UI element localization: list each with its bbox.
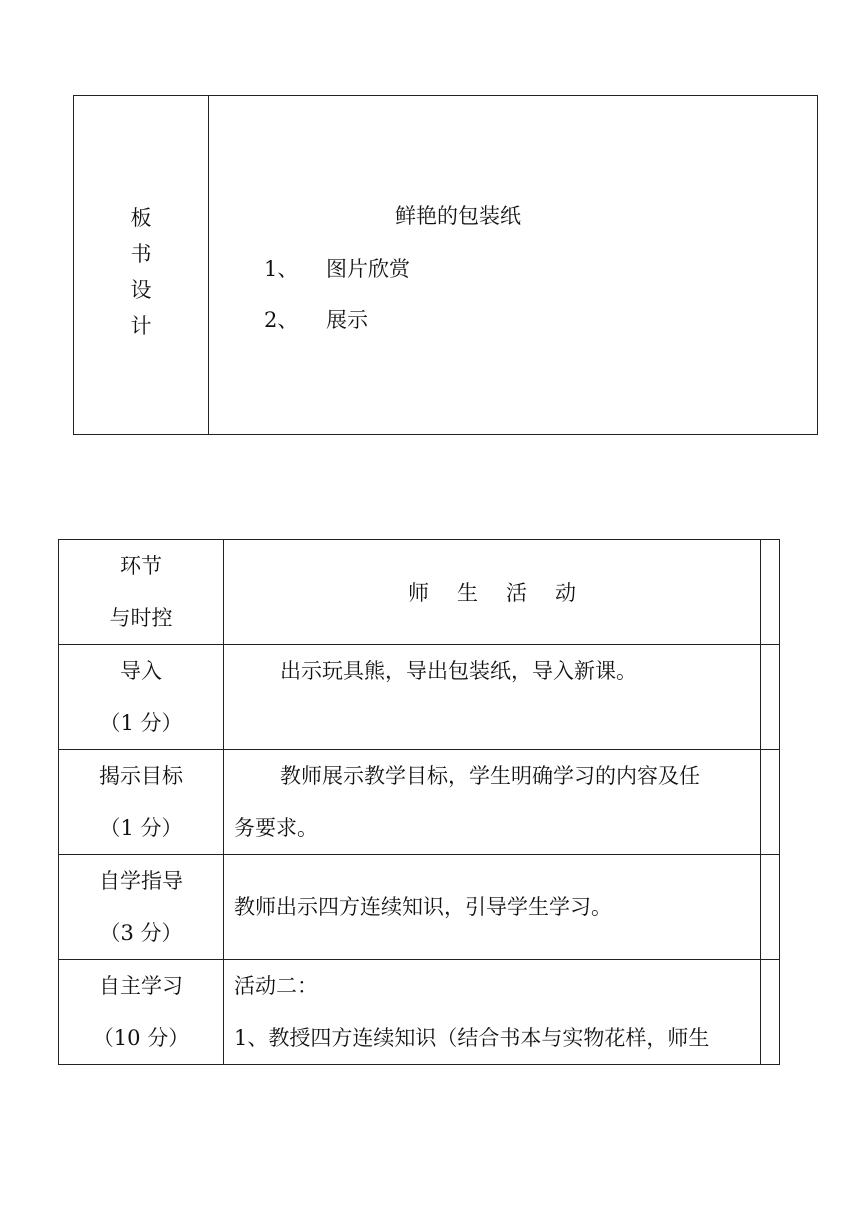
board-title: 鲜艳的包装纸: [395, 204, 521, 228]
activity-header-char: 活: [506, 581, 527, 605]
board-item: [264, 304, 368, 334]
label-char: 书: [130, 242, 152, 266]
board-item-text: 图片欣赏: [326, 257, 410, 281]
stage-cell: [59, 645, 224, 750]
activity-text: 活动二：: [234, 974, 318, 998]
stage-time: （3 分）: [99, 921, 183, 945]
activity-text: 教师出示四方连续知识，引导学生学习。: [234, 895, 612, 919]
board-item: [264, 253, 410, 283]
blank-cell: [761, 960, 780, 1065]
stage-name: 自学指导: [99, 869, 183, 893]
activity-header-char: 师: [408, 581, 429, 605]
blank-cell: [761, 645, 780, 750]
stage-cell: [59, 855, 224, 960]
board-item-number: 2、: [264, 308, 299, 332]
stage-name: 自主学习: [99, 974, 183, 998]
label-char: 板: [130, 206, 152, 230]
label-char: 计: [130, 314, 152, 338]
blank-cell: [761, 750, 780, 855]
blank-cell: [761, 540, 780, 645]
stage-header-line: 与时控: [109, 606, 173, 630]
activity-text: 1、教授四方连续知识（结合书本与实物花样，师生: [234, 1026, 710, 1050]
activity-cell: [224, 750, 761, 855]
activity-text: 出示玩具熊，导出包装纸，导入新课。: [280, 659, 637, 683]
stage-name: 揭示目标: [99, 764, 183, 788]
activity-cell: [224, 960, 761, 1065]
label-char: 设: [130, 278, 152, 302]
activity-text: 教师展示教学目标，学生明确学习的内容及任: [280, 764, 700, 788]
board-item-text: 展示: [326, 308, 368, 332]
blank-cell: [761, 855, 780, 960]
stage-cell: [59, 960, 224, 1065]
board-design-label: [74, 200, 208, 344]
stage-time: （10 分）: [92, 1026, 190, 1050]
stage-name: 导入: [120, 659, 162, 683]
board-item-number: 1、: [264, 257, 299, 281]
lesson-process-table: [58, 539, 780, 1065]
table-row: [59, 645, 780, 750]
activity-cell: [224, 855, 761, 960]
activity-header-cell: [224, 540, 761, 645]
activity-header-char: 动: [555, 581, 576, 605]
table-row: [59, 960, 780, 1065]
table-row: [59, 750, 780, 855]
activity-header-char: 生: [457, 581, 478, 605]
board-design-content-cell: [209, 96, 817, 434]
stage-header-cell: [59, 540, 224, 645]
activity-cell: [224, 645, 761, 750]
board-design-table: [73, 95, 818, 435]
stage-header-line: 环节: [120, 554, 162, 578]
table-header-row: [59, 540, 780, 645]
activity-text: 务要求。: [234, 816, 318, 840]
stage-cell: [59, 750, 224, 855]
table-row: [59, 855, 780, 960]
stage-time: （1 分）: [99, 816, 183, 840]
board-design-label-cell: [74, 96, 209, 434]
stage-time: （1 分）: [99, 711, 183, 735]
